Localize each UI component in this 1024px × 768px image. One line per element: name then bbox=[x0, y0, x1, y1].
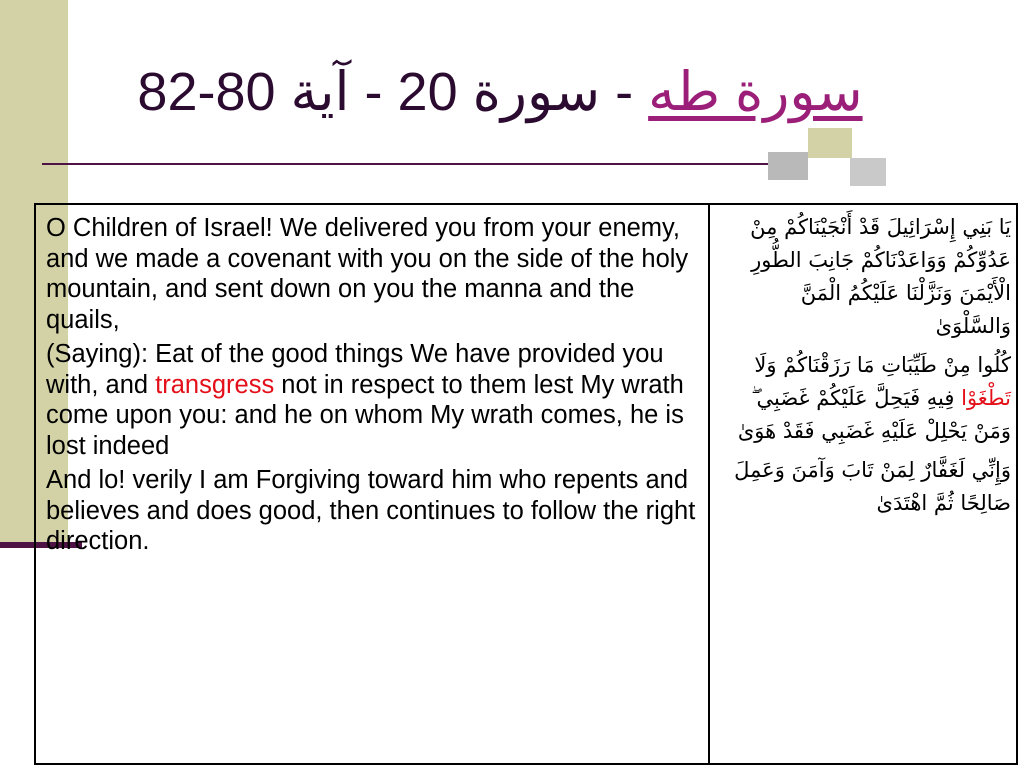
verse-81-arabic-start: كُلُوا مِنْ طَيِّبَاتِ مَا رَزَقْنَاكُمْ وَلَا bbox=[754, 353, 1011, 377]
surah-title-link[interactable]: سورة طه bbox=[648, 62, 863, 122]
title-divider bbox=[42, 163, 774, 165]
arabic-text-cell bbox=[721, 211, 1011, 526]
verse-81-english-start: (Saying): Eat of the good things We have provided you with, and bbox=[46, 340, 664, 399]
verse-81-arabic bbox=[721, 349, 1011, 448]
decor-square-gray bbox=[768, 152, 808, 180]
slide-title bbox=[110, 52, 890, 132]
verse-81-arabic-end: فِيهِ فَيَحِلَّ عَلَيْكُمْ غَضَبِي ۖ وَمَنْ يَحْلِلْ عَلَيْهِ غَضَبِي فَقَدْ هَوَىٰ bbox=[737, 386, 1011, 443]
verse-82-english: And lo! verily I am Forgiving toward him who repents and believes and does good, then continues to follow the right direction. bbox=[46, 466, 696, 555]
decor-square-light-gray bbox=[850, 158, 886, 186]
highlighted-word-english: transgress bbox=[155, 370, 275, 399]
verse-80-english: O Children of Israel! We delivered you from your enemy, and we made a covenant with you on the side of the holy mountain, and sent down on you the manna and the quails, bbox=[46, 214, 689, 334]
verse-81-english bbox=[46, 339, 696, 461]
verse-82-arabic: وَإِنِّي لَغَفَّارٌ لِمَنْ تَابَ وَآمَنَ وَعَمِلَ صَالِحًا ثُمَّ اهْتَدَىٰ bbox=[734, 458, 1011, 515]
column-divider bbox=[708, 205, 710, 763]
english-translation-cell bbox=[46, 213, 696, 561]
highlighted-word-arabic: تَطْغَوْا bbox=[961, 386, 1011, 410]
title-reference: - سورة 20 - آية 80-82 bbox=[137, 62, 649, 122]
decor-square-olive bbox=[808, 128, 852, 158]
verse-table bbox=[34, 203, 1018, 765]
verse-81-english-end: not in respect to them lest My wrath come upon you: and he on whom My wrath comes, he is lost indeed bbox=[46, 370, 684, 460]
verse-80-arabic: يَا بَنِي إِسْرَائِيلَ قَدْ أَنْجَيْنَاكُمْ مِنْ عَدُوِّكُمْ وَوَاعَدْنَاكُمْ جَانِبَ الطُّورِ الْأَيْمَنَ وَنَزَّلْنَا عَلَيْكُمُ الْمَنَّ وَالسَّلْوَىٰ bbox=[750, 215, 1011, 338]
